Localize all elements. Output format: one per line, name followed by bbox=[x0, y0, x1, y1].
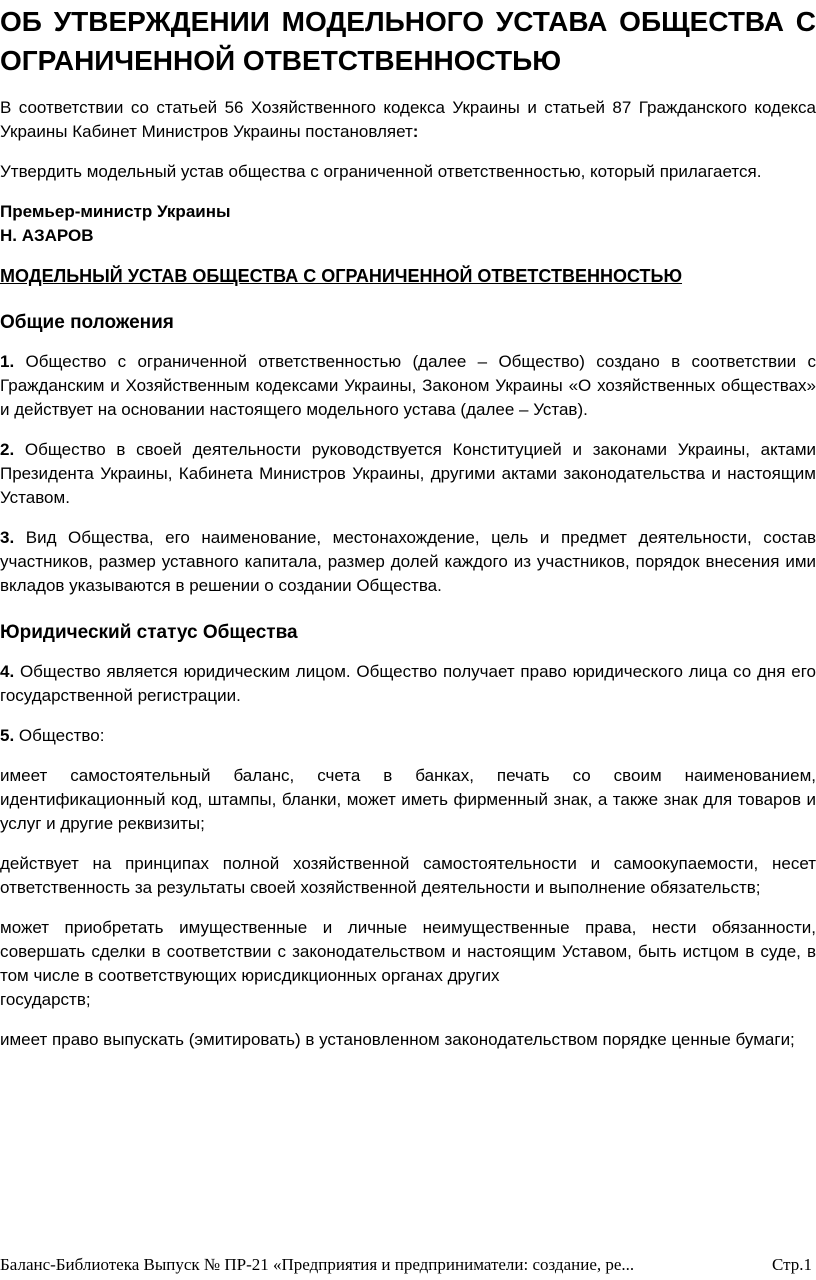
clause-number: 5. bbox=[0, 726, 15, 745]
intro-colon: : bbox=[412, 122, 419, 141]
list-item-text: может приобретать имущественные и личные неимущественные права, нести обязанности, совершать сделки в соответствии с законодательством и настоящим Уставом, быть истцом в суде, в том числе в соответствующих юрисдикционных органах других bbox=[0, 918, 816, 985]
section-heading-legal-status: Юридический статус Общества bbox=[0, 622, 298, 643]
clause-text: Вид Общества, его наименование, местонахождение, цель и предмет деятельности, состав участников, размер уставного капитала, размер долей каждого из участников, порядок внесения ими вкладов указываются в решении о создании Общества. bbox=[0, 528, 816, 595]
signature-name: Н. АЗАРОВ bbox=[0, 226, 94, 245]
clause-1 bbox=[0, 350, 816, 422]
clause-text: Общество: bbox=[14, 726, 105, 745]
clause-text: Общество является юридическим лицом. Общество получает право юридического лица со дня его государственной регистрации. bbox=[0, 662, 816, 705]
clause-5 bbox=[0, 724, 816, 748]
intro-paragraph bbox=[0, 96, 816, 144]
footer-source: Баланс-Библиотека Выпуск № ПР-21 «Предприятия и предприниматели: создание, ре... bbox=[0, 1255, 635, 1274]
clause-number: 4. bbox=[0, 662, 15, 681]
list-item: имеет право выпускать (эмитировать) в установленном законодательством порядке ценные бумаги; bbox=[0, 1030, 795, 1049]
clause-number: 3. bbox=[0, 528, 15, 547]
list-item: имеет самостоятельный баланс, счета в банках, печать со своим наименованием, идентификационный код, штампы, бланки, может иметь фирменный знак, а также знак для товаров и услуг и другие реквизиты; bbox=[0, 766, 816, 833]
page-footer bbox=[0, 1253, 816, 1277]
list-item bbox=[0, 916, 816, 1012]
resolution-paragraph: Утвердить модельный устав общества с ограниченной ответственностью, который прилагается. bbox=[0, 162, 762, 181]
clause-number: 2. bbox=[0, 440, 15, 459]
section-heading-general: Общие положения bbox=[0, 312, 174, 333]
signature-position: Премьер-министр Украины bbox=[0, 202, 231, 221]
document-title: ОБ УТВЕРЖДЕНИИ МОДЕЛЬНОГО УСТАВА ОБЩЕСТВА С ОГРАНИЧЕННОЙ ОТВЕТСТВЕННОСТЬЮ bbox=[0, 6, 816, 76]
clause-number: 1. bbox=[0, 352, 15, 371]
clause-text: Общество с ограниченной ответственностью (далее – Общество) создано в соответствии с Гражданским и Хозяйственным кодексами Украины, Законом Украины «О хозяйственных обществах» и действует на основании настоящего модельного устава (далее – Устав). bbox=[0, 352, 816, 419]
clause-3 bbox=[0, 526, 816, 598]
list-item: действует на принципах полной хозяйственной самостоятельности и самоокупаемости, несет ответственность за результаты своей хозяйственной деятельности и выполнение обязательств; bbox=[0, 854, 816, 897]
clause-4 bbox=[0, 660, 816, 708]
clause-2 bbox=[0, 438, 816, 510]
intro-text: В соответствии со статьей 56 Хозяйственного кодекса Украины и статьей 87 Гражданского кодекса Украины Кабинет Министров Украины постановляет bbox=[0, 98, 816, 141]
clause-text: Общество в своей деятельности руководствуется Конституцией и законами Украины, актами Президента Украины, Кабинета Министров Украины, другими актами законодательства и настоящим Уставом. bbox=[0, 440, 816, 507]
list-item-continuation: государств; bbox=[0, 990, 91, 1009]
page-number: Стр.1 bbox=[771, 1255, 812, 1274]
model-charter-title: МОДЕЛЬНЫЙ УСТАВ ОБЩЕСТВА С ОГРАНИЧЕННОЙ ОТВЕТСТВЕННОСТЬЮ bbox=[0, 266, 683, 286]
